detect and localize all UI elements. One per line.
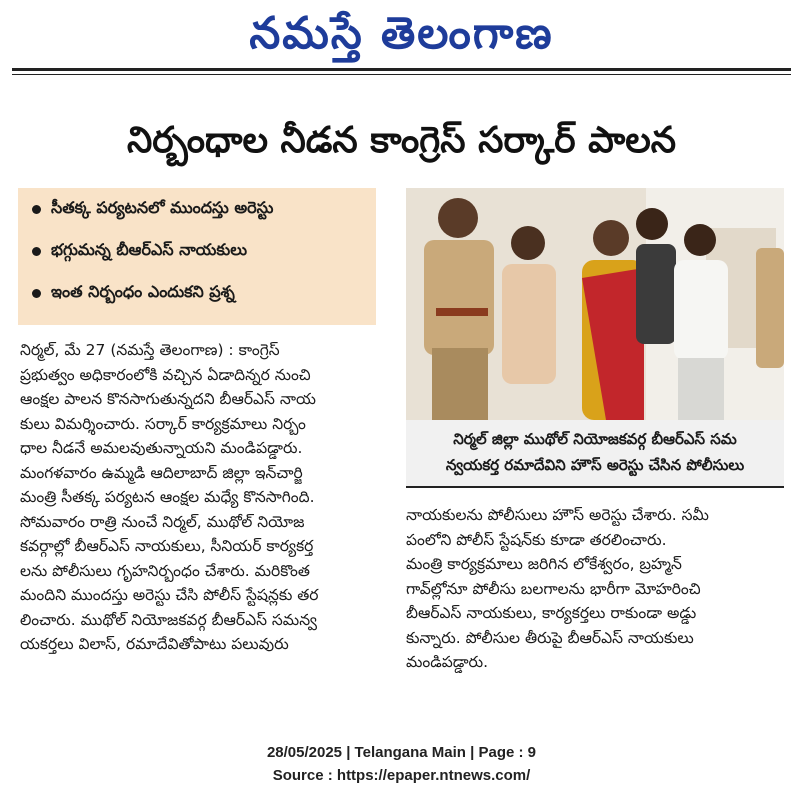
highlight-text: ఇంత నిర్బంధం ఎందుకని ప్రశ్న: [51, 281, 235, 301]
edition-info: 28/05/2025 | Telangana Main | Page : 9: [266, 744, 537, 761]
photo-caption: [406, 420, 784, 488]
body-line: మందిని ముందస్తు అరెస్టు చేసి పోలీస్ స్టేషన్లకు తర: [20, 586, 319, 604]
masthead-rule-thin: [12, 74, 791, 75]
body-line: ఆంక్షల పాలన కొనసాగుతున్నదని బీఆర్ఎస్ నాయ: [20, 390, 316, 408]
body-line: లను పోలీసులు గృహనిర్బంధం చేశారు. మరికొంత: [20, 561, 310, 580]
body-line: మంగళవారం ఉమ్మడి ఆదిలాబాద్ జిల్లా ఇన్‌చార్జి: [20, 463, 303, 482]
highlight-item: [18, 272, 376, 314]
body-line: మంత్రి సీతక్క పర్యటన ఆంక్షల మధ్యే కొనసాగింది.: [20, 488, 315, 506]
body-line: కవర్గాల్లో బీఆర్ఎస్ నాయకులు, సీనియర్ కార్యకర్త: [20, 537, 314, 555]
body-line: కున్నారు. పోలీసుల తీరుపై బీఆర్ఎస్ నాయకులు: [406, 628, 694, 647]
body-line: మండిపడ్డారు.: [406, 653, 489, 671]
body-line: నాయకులను పోలీసులు హౌస్ అరెస్టు చేశారు. సమీ: [406, 506, 709, 524]
body-line: లించారు. ముథోల్ నియోజకవర్గ బీఆర్ఎస్ సమన్వ: [20, 610, 318, 629]
masthead-logo: నమస్తే తెలంగాణ: [249, 8, 554, 59]
bullet-dot-icon: [32, 289, 41, 298]
photo-illustration: [406, 188, 784, 420]
highlights-box: [18, 188, 376, 325]
body-line: సోమవారం రాత్రి నుంచే నిర్మల్, ముథోల్ నియోజ: [20, 512, 305, 531]
bullet-dot-icon: [32, 247, 41, 256]
body-line: పంలోని పోలీస్ స్టేషన్‌కు కూడా తరలించారు.: [406, 530, 667, 549]
highlight-text: భగ్గుమన్న బీఆర్ఎస్ నాయకులు: [51, 239, 248, 259]
bullet-dot-icon: [32, 205, 41, 214]
body-line: గావ్‌ల్లోనూ పోలీసు బలగాలను భారీగా మోహరించి: [406, 579, 701, 598]
body-line: కులు విమర్శించారు. సర్కార్ కార్యక్రమాలు నిర్బం: [20, 414, 306, 433]
masthead-rule: [12, 68, 791, 71]
article-body-left: [20, 338, 375, 657]
news-photo: [406, 188, 784, 420]
article-body-right: [406, 503, 784, 675]
body-line: నిర్మల్, మే 27 (నమస్తే తెలంగాణ) : కాంగ్రెస్: [20, 341, 280, 359]
body-line: ధాల నీడనే అమలవుతున్నాయని మండిపడ్డారు.: [20, 439, 303, 457]
article-headline: నిర్బంధాల నీడన కాంగ్రెస్ సర్కార్ పాలన: [126, 120, 677, 161]
body-line: మంత్రి కార్యక్రమాలు జరిగిన లోకేశ్వరం, బ్రహ్మన్: [406, 555, 682, 573]
highlight-item: [18, 230, 376, 272]
caption-line: న్వయకర్త రమాదేవిని హౌస్ అరెస్టు చేసిన పోలీసులు: [445, 456, 745, 474]
body-line: యకర్తలు విలాస్, రమాదేవితోపాటు పలువురు: [20, 635, 289, 653]
body-line: ప్రభుత్వం అధికారంలోకి వచ్చిన ఏడాదిన్నర నుంచి: [20, 365, 311, 384]
caption-line: నిర్మల్ జిల్లా ముథోల్ నియోజకవర్గ బీఆర్ఎస్ సమ: [453, 430, 737, 448]
body-line: బీఆర్ఎస్ నాయకులు, కార్యకర్తలు రాకుండా అడ్డు: [406, 604, 697, 622]
source-link[interactable]: Source : https://epaper.ntnews.com/: [272, 767, 531, 784]
highlight-item: [18, 188, 376, 230]
highlight-text: సీతక్క పర్యటనలో ముందస్తు అరెస్టు: [51, 197, 274, 217]
